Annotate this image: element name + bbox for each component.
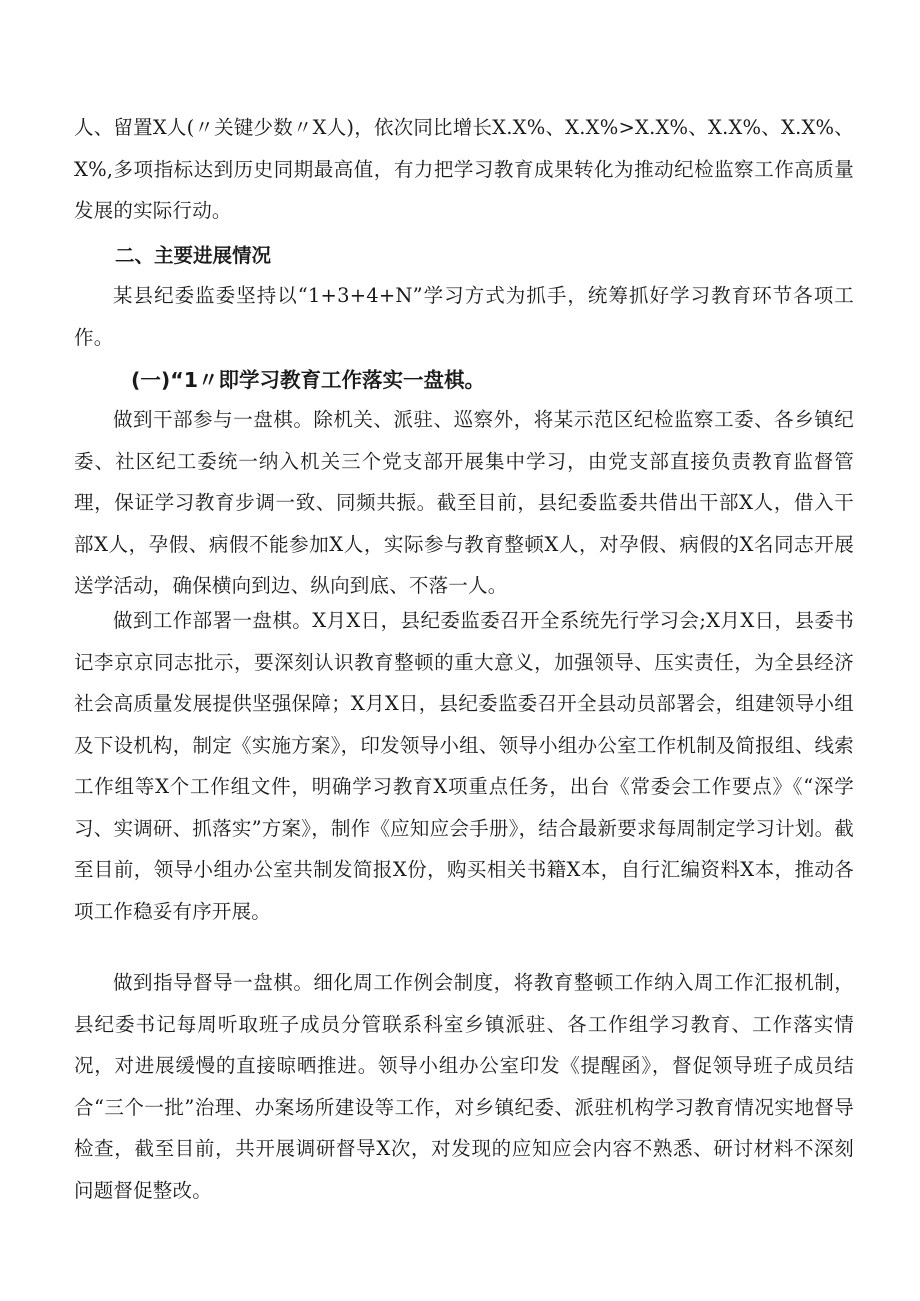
subsection-heading-1: (一)“1〃即学习教育工作落实一盘棋。 — [131, 368, 485, 392]
intro-continued-paragraph: 人、留置X人(〃关键少数〃X人)，依次同比增长X.X%、X.X%>X.X%、X.X%、X.X%、X%,多项指标达到历史同期最高值，有力把学习教育成果转化为推动纪检监察工作高质量发展的实际行动。 — [74, 116, 854, 222]
overview-paragraph: 某县纪委监委坚持以“1+3+4+N”学习方式为抓手，统筹抓好学习教育环节各项工作。 — [74, 284, 854, 349]
section-heading-main-progress: 二、主要进展情况 — [115, 244, 272, 267]
personnel-paragraph: 做到干部参与一盘棋。除机关、派驻、巡察外，将某示范区纪检监察工委、各乡镇纪委、社区纪工委统一纳入机关三个党支部开展集中学习，由党支部直接负责教育监督管理，保证学习教育步调一致、同频共振。截至目前，县纪委监委共借出干部X人，借入干部X人，孕假、病假不能参加X人，实际参与教育整顿X人，对孕假、病假的X名同志开展送学活动，确保横向到边、纵向到底、不落一人。 — [74, 408, 854, 597]
supervision-paragraph: 做到指导督导一盘棋。细化周工作例会制度，将教育整顿工作纳入周工作汇报机制，县纪委书记每周听取班子成员分管联系科室乡镇派驻、各工作组学习教育、工作落实情况，对进展缓慢的直接晾晒推进。领导小组办公室印发《提醒函》，督促领导班子成员结合“三个一批”治理、办案场所建设等工作，对乡镇纪委、派驻机构学习教育情况实地督导检查，截至目前，共开展调研督导X次，对发现的应知应会内容不熟悉、研讨材料不深刻问题督促整改。 — [74, 971, 854, 1202]
deployment-paragraph: 做到工作部署一盘棋。X月X日，县纪委监委召开全系统先行学习会;X月X日，县委书记李京京同志批示，要深刻认识教育整顿的重大意义，加强领导、压实责任，为全县经济社会高质量发展提供坚强保障；X月X日，县纪委监委召开全县动员部署会，组建领导小组及下设机构，制定《实施方案》，印发领导小组、领导小组办公室工作机制及简报组、线索工作组等X个工作组文件，明确学习教育X项重点任务，出台《常委会工作要点》《“深学习、实调研、抓落实”方案》，制作《应知应会手册》，结合最新要求每周制定学习计划。截至目前，领导小组办公室共制发简报X份，购买相关书籍X本，自行汇编资料X本，推动各项工作稳妥有序开展。 — [74, 609, 854, 923]
